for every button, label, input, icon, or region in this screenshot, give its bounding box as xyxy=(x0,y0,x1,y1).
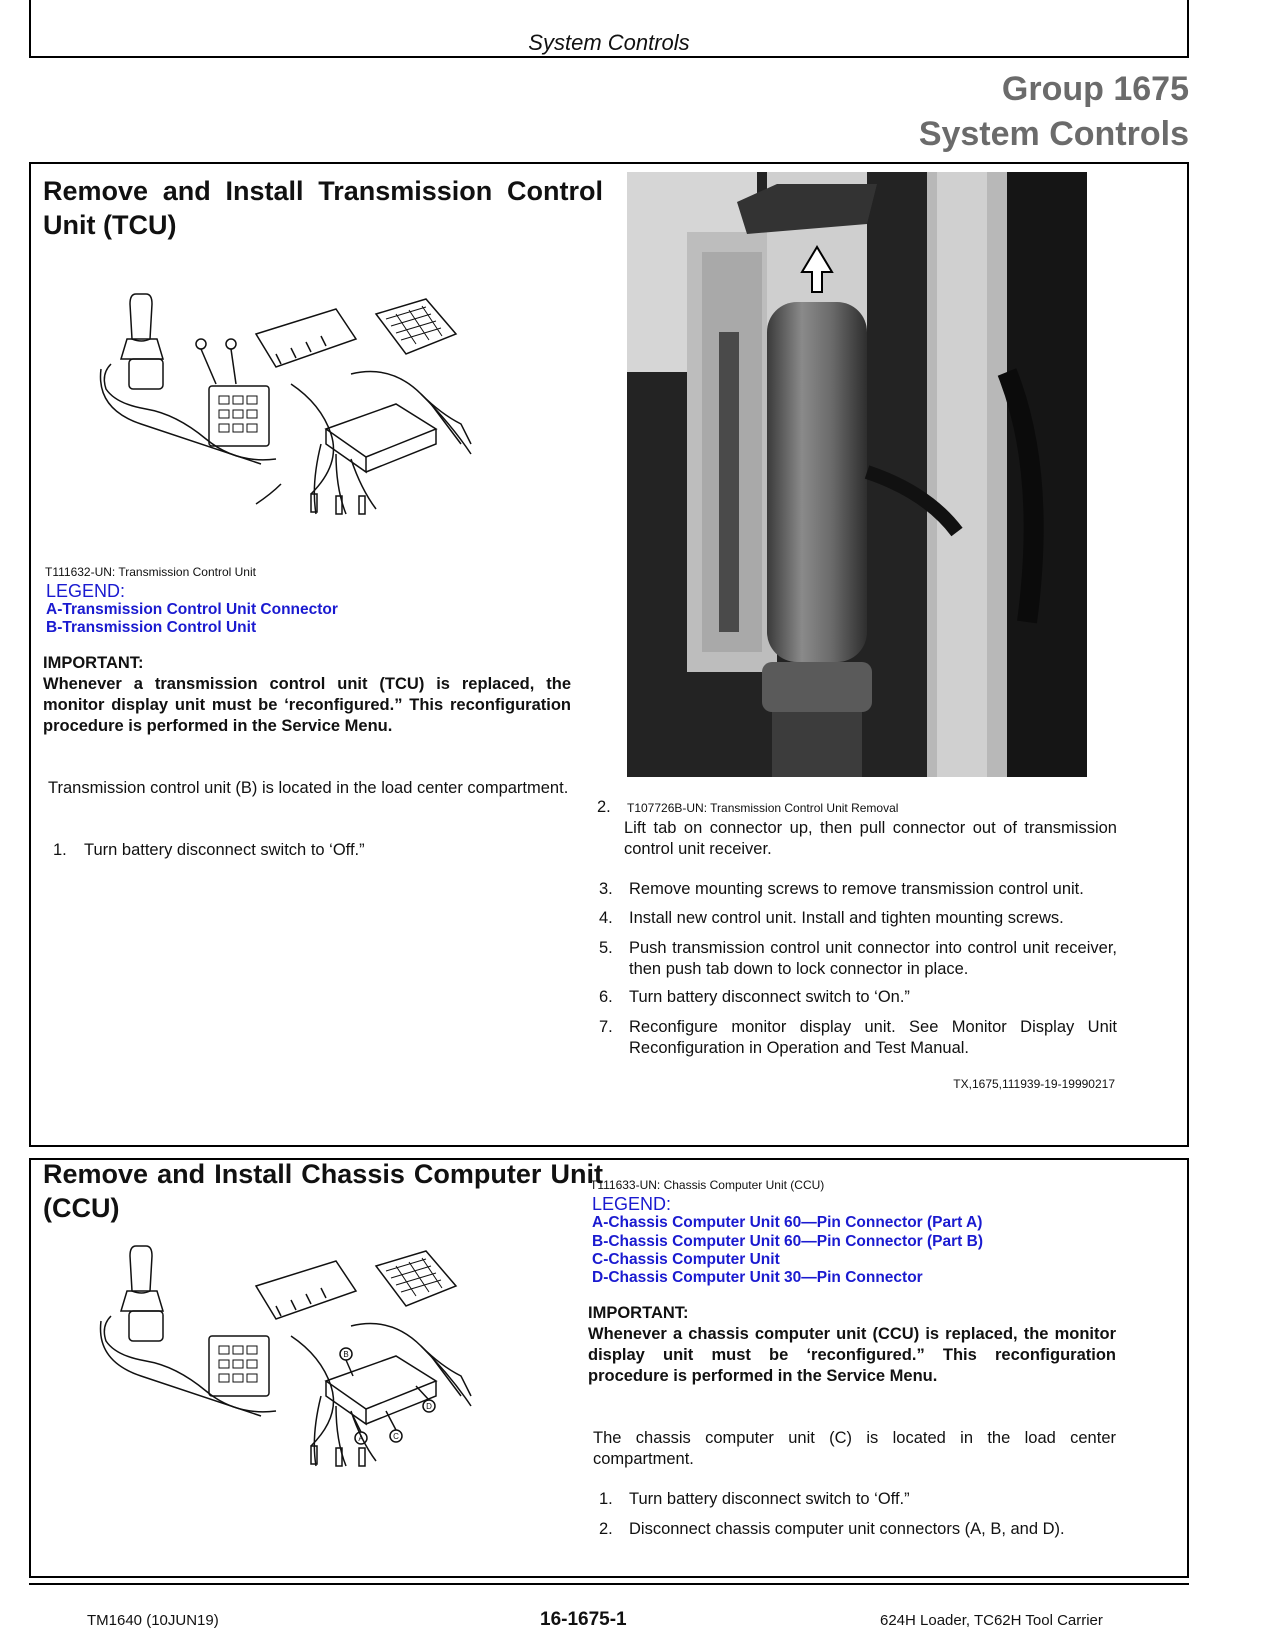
tcu-step-6 xyxy=(599,987,1117,1009)
step-number: 2. xyxy=(597,798,611,816)
callout-b: B xyxy=(343,1350,349,1359)
running-header xyxy=(29,0,1189,58)
ccu-important-text: Whenever a chassis computer unit (CCU) is replaced, the monitor display unit must be ‘reconfigured.” This reconfiguration procedure is performed in the Service Menu. xyxy=(588,1325,1116,1385)
tcu-step-3 xyxy=(599,879,1117,901)
ccu-legend-title: LEGEND: xyxy=(592,1194,672,1214)
ccu-location-text: The chassis computer unit (C) is located in the load center compartment. xyxy=(593,1429,1116,1468)
tcu-important-label: IMPORTANT: xyxy=(43,654,144,672)
tcu-reference-id: TX,1675,111939-19-19990217 xyxy=(953,1077,1115,1091)
footer-rule xyxy=(29,1583,1189,1585)
ccu-legend-item-c: C-Chassis Computer Unit xyxy=(592,1251,780,1268)
step-text: Turn battery disconnect switch to ‘On.” xyxy=(629,988,910,1006)
step-text: Disconnect chassis computer unit connectors (A, B, and D). xyxy=(629,1520,1065,1538)
step-text: Remove mounting screws to remove transmission control unit. xyxy=(629,880,1084,898)
ccu-section xyxy=(29,1158,1189,1578)
tcu-step-4 xyxy=(599,908,1117,930)
tcu-section xyxy=(29,162,1189,1147)
callout-d: D xyxy=(426,1402,432,1411)
ccu-legend-item-b: B-Chassis Computer Unit 60—Pin Connector (Part B) xyxy=(592,1233,983,1250)
running-title: System Controls xyxy=(528,30,690,55)
tcu-legend-item-a: A-Transmission Control Unit Connector xyxy=(46,601,338,618)
step-text: Reconfigure monitor display unit. See Monitor Display Unit Reconfiguration in Operation and Test Manual. xyxy=(629,1018,1117,1057)
tcu-figure-caption: T111632-UN: Transmission Control Unit xyxy=(45,565,256,579)
ccu-heading: Remove and Install Chassis Computer Unit (CCU) xyxy=(43,1159,603,1223)
step-text: Turn battery disconnect switch to ‘Off.” xyxy=(84,841,365,859)
ccu-important-label: IMPORTANT: xyxy=(588,1304,689,1322)
step-text: Turn battery disconnect switch to ‘Off.” xyxy=(629,1490,910,1508)
step-number: 3. xyxy=(599,880,613,898)
group-title: System Controls xyxy=(918,115,1189,153)
tcu-location-text: Transmission control unit (B) is located in the load center compartment. xyxy=(48,779,569,797)
tcu-step-2 xyxy=(597,797,1117,858)
group-number: Group 1675 xyxy=(1001,70,1189,108)
step-number: 7. xyxy=(599,1018,613,1036)
ccu-figure-caption: T111633-UN: Chassis Computer Unit (CCU) xyxy=(590,1178,825,1192)
step-text: Lift tab on connector up, then pull connector out of transmission control unit receiver. xyxy=(624,819,1117,858)
ccu-line-drawing xyxy=(91,1236,511,1486)
tcu-legend-item-b: B-Transmission Control Unit xyxy=(46,619,257,636)
step-text: Push transmission control unit connector into control unit receiver, then push tab down to lock connector in place. xyxy=(629,939,1117,978)
step-number: 5. xyxy=(599,939,613,957)
step-number: 4. xyxy=(599,909,613,927)
tcu-legend-title: LEGEND: xyxy=(46,581,126,601)
footer-machine: 624H Loader, TC62H Tool Carrier xyxy=(880,1612,1103,1629)
callout-c: C xyxy=(393,1432,399,1441)
tcu-important-text: Whenever a transmission control unit (TCU) is replaced, the monitor display unit must be ‘reconfigured.” This reconfiguration procedure is performed in the Service Menu. xyxy=(43,675,571,735)
step-number: 1. xyxy=(53,841,67,859)
step-number: 6. xyxy=(599,988,613,1006)
footer-page-number: 16-1675-1 xyxy=(540,1609,627,1630)
tcu-step-5 xyxy=(599,938,1117,982)
ccu-step-1 xyxy=(599,1489,1117,1511)
callout-a: A xyxy=(358,1434,364,1443)
tcu-photo-caption: T107726B-UN: Transmission Control Unit Removal xyxy=(627,801,899,815)
ccu-legend-item-a: A-Chassis Computer Unit 60—Pin Connector (Part A) xyxy=(592,1214,983,1231)
ccu-legend-item-d: D-Chassis Computer Unit 30—Pin Connector xyxy=(592,1269,923,1286)
step-number: 1. xyxy=(599,1490,613,1508)
tcu-step-1 xyxy=(53,840,571,862)
tcu-heading: Remove and Install Transmission Control Unit (TCU) xyxy=(43,176,603,240)
tcu-step-7 xyxy=(599,1017,1117,1061)
step-number: 2. xyxy=(599,1520,613,1538)
tcu-removal-photo xyxy=(627,172,1087,777)
ccu-step-2 xyxy=(599,1519,1117,1541)
footer-manual-id: TM1640 (10JUN19) xyxy=(87,1612,219,1629)
step-text: Install new control unit. Install and tighten mounting screws. xyxy=(629,909,1064,927)
tcu-line-drawing xyxy=(91,284,511,534)
